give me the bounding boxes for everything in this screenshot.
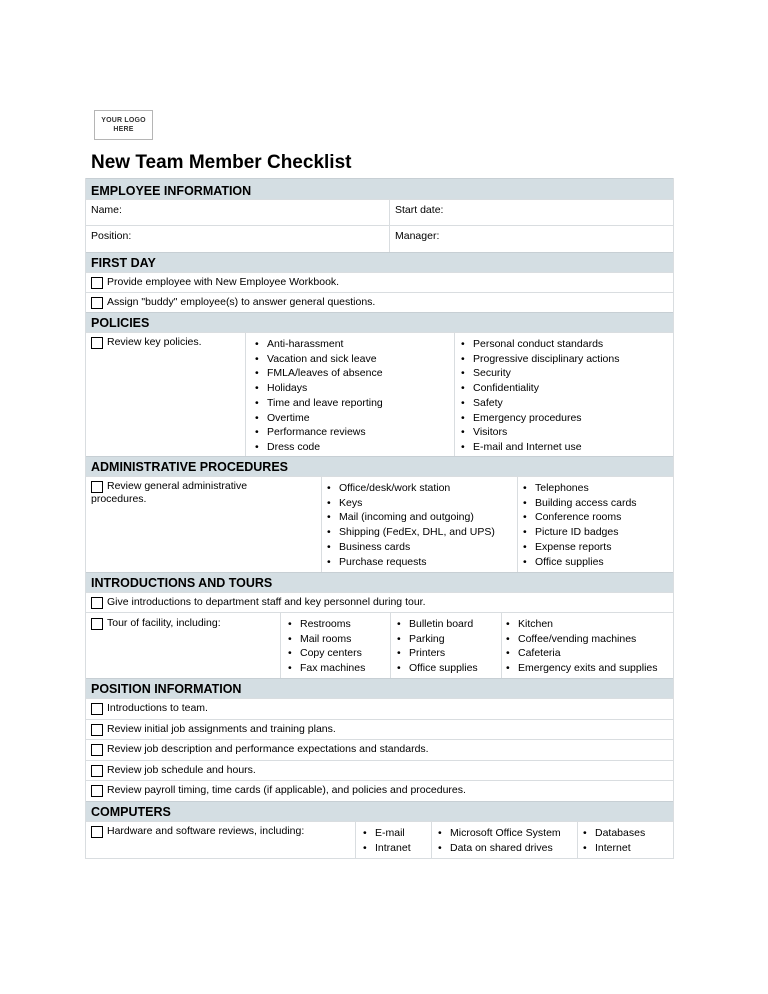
checkbox[interactable] (91, 785, 103, 797)
logo-line-1: YOUR LOGO (101, 117, 146, 124)
admin-list-2 (517, 477, 673, 572)
section-heading-introductions-and-tours: INTRODUCTIONS AND TOURS (86, 572, 673, 592)
checklist-item-label: Hardware and software reviews, including: (107, 825, 305, 837)
position-row-2 (86, 719, 673, 739)
checklist-item-label: Review initial job assignments and training plans. (107, 723, 336, 735)
checkbox[interactable] (91, 481, 103, 493)
list-item: • Security (460, 366, 673, 381)
policies-list-1 (245, 333, 454, 456)
list-item: • Bulletin board (396, 617, 501, 632)
admin-list-1 (321, 477, 517, 572)
manager-field[interactable] (389, 226, 673, 252)
checklist-item (86, 333, 245, 456)
list-item: • Expense reports (522, 540, 673, 555)
list-item: • Microsoft Office System (437, 826, 577, 841)
checklist-item-label: Provide employee with New Employee Workbook. (107, 276, 340, 288)
list-item: • Conference rooms (522, 510, 673, 525)
section-heading-employee-information: EMPLOYEE INFORMATION (86, 178, 673, 199)
first-day-row-2 (86, 292, 673, 312)
checklist-item-label: Review payroll timing, time cards (if applicable), and policies and procedures. (107, 784, 466, 796)
list-item: • E-mail (362, 826, 431, 841)
list-item: • Personal conduct standards (460, 337, 673, 352)
list-item: • Fax machines (287, 661, 390, 676)
checkbox[interactable] (91, 744, 103, 756)
list-item: • Cafeteria (505, 646, 673, 661)
section-heading-position-information: POSITION INFORMATION (86, 678, 673, 698)
list-item: • Holidays (254, 381, 454, 396)
position-label: Position: (91, 230, 132, 242)
list-item: • E-mail and Internet use (460, 440, 673, 455)
checkbox[interactable] (91, 297, 103, 309)
list-item: • Safety (460, 396, 673, 411)
policies-row (86, 332, 673, 456)
policies-list-2 (454, 333, 673, 456)
checkbox[interactable] (91, 337, 103, 349)
checklist-item (86, 273, 339, 292)
computers-list-1 (355, 822, 431, 858)
checklist-item (86, 593, 426, 612)
checkbox[interactable] (91, 597, 103, 609)
page-title: New Team Member Checklist (91, 152, 352, 173)
checklist-item (86, 699, 208, 719)
list-item: • Purchase requests (326, 555, 517, 570)
list-item: • Restrooms (287, 617, 390, 632)
tour-list-1 (280, 613, 390, 678)
position-row-5 (86, 780, 673, 801)
checklist-item (86, 822, 355, 858)
position-field[interactable] (86, 226, 389, 252)
checklist-item-label: Assign "buddy" employee(s) to answer general questions. (107, 296, 376, 308)
list-item: • Office supplies (522, 555, 673, 570)
employee-row-2 (86, 225, 673, 252)
section-heading-computers: COMPUTERS (86, 801, 673, 821)
computers-row (86, 821, 673, 858)
section-heading-administrative-procedures: ADMINISTRATIVE PROCEDURES (86, 456, 673, 476)
checklist-item (86, 740, 429, 760)
checklist-item-label: Review general administrative (107, 480, 248, 492)
first-day-row-1 (86, 272, 673, 292)
checkbox[interactable] (91, 724, 103, 736)
checklist-item-label: Give introductions to department staff and key personnel during tour. (107, 596, 426, 608)
list-item: • Dress code (254, 440, 454, 455)
list-item: • Parking (396, 632, 501, 647)
list-item: • Mail (incoming and outgoing) (326, 510, 517, 525)
list-item: • Emergency exits and supplies (505, 661, 673, 676)
start-date-label: Start date: (395, 204, 444, 216)
tour-list-3 (501, 613, 673, 678)
list-item: • Keys (326, 496, 517, 511)
list-item: • FMLA/leaves of absence (254, 366, 454, 381)
section-heading-policies: POLICIES (86, 312, 673, 332)
list-item: • Overtime (254, 411, 454, 426)
manager-label: Manager: (395, 230, 440, 242)
list-item: • Anti-harassment (254, 337, 454, 352)
list-item: • Office/desk/work station (326, 481, 517, 496)
checklist-item (86, 293, 375, 312)
start-date-field[interactable] (389, 200, 673, 225)
list-item: • Progressive disciplinary actions (460, 352, 673, 367)
list-item: • Internet (582, 841, 673, 856)
list-item: • Picture ID badges (522, 525, 673, 540)
list-item: • Shipping (FedEx, DHL, and UPS) (326, 525, 517, 540)
position-row-1 (86, 698, 673, 719)
position-row-4 (86, 760, 673, 780)
name-field[interactable] (86, 200, 389, 225)
checklist-item-label: Tour of facility, including: (107, 617, 221, 629)
logo-line-2: HERE (113, 126, 134, 133)
list-item: • Databases (582, 826, 673, 841)
list-item: • Building access cards (522, 496, 673, 511)
position-row-3 (86, 739, 673, 760)
checklist-item (86, 761, 256, 780)
tour-list-2 (390, 613, 501, 678)
list-item: • Data on shared drives (437, 841, 577, 856)
checkbox[interactable] (91, 277, 103, 289)
checklist-table (85, 178, 674, 859)
list-item: • Performance reviews (254, 425, 454, 440)
checklist-item (86, 477, 321, 572)
list-item: • Printers (396, 646, 501, 661)
checkbox[interactable] (91, 703, 103, 715)
section-heading-first-day: FIRST DAY (86, 252, 673, 272)
checklist-item (86, 781, 466, 801)
list-item: • Coffee/vending machines (505, 632, 673, 647)
admin-row (86, 476, 673, 572)
name-label: Name: (91, 204, 122, 216)
checklist-item-label: Introductions to team. (107, 702, 208, 714)
computers-list-2 (431, 822, 577, 858)
list-item: • Time and leave reporting (254, 396, 454, 411)
list-item: • Office supplies (396, 661, 501, 676)
list-item: • Confidentiality (460, 381, 673, 396)
computers-list-3 (577, 822, 673, 858)
logo-placeholder (94, 110, 153, 140)
list-item: • Kitchen (505, 617, 673, 632)
checklist-item (86, 613, 280, 678)
checklist-item-label: Review key policies. (107, 336, 202, 348)
checklist-item-label: Review job schedule and hours. (107, 764, 256, 776)
list-item: • Emergency procedures (460, 411, 673, 426)
list-item: • Vacation and sick leave (254, 352, 454, 367)
list-item: • Visitors (460, 425, 673, 440)
checkbox[interactable] (91, 765, 103, 777)
checkbox[interactable] (91, 826, 103, 838)
checklist-item (86, 720, 336, 739)
list-item: • Telephones (522, 481, 673, 496)
list-item: • Mail rooms (287, 632, 390, 647)
list-item: • Copy centers (287, 646, 390, 661)
list-item: • Business cards (326, 540, 517, 555)
intro-row-1 (86, 592, 673, 612)
checkbox[interactable] (91, 618, 103, 630)
intro-row-2 (86, 612, 673, 678)
list-item: • Intranet (362, 841, 431, 856)
checklist-item-label-continued: procedures. (91, 493, 147, 505)
employee-row-1 (86, 199, 673, 225)
checklist-item-label: Review job description and performance expectations and standards. (107, 743, 429, 755)
